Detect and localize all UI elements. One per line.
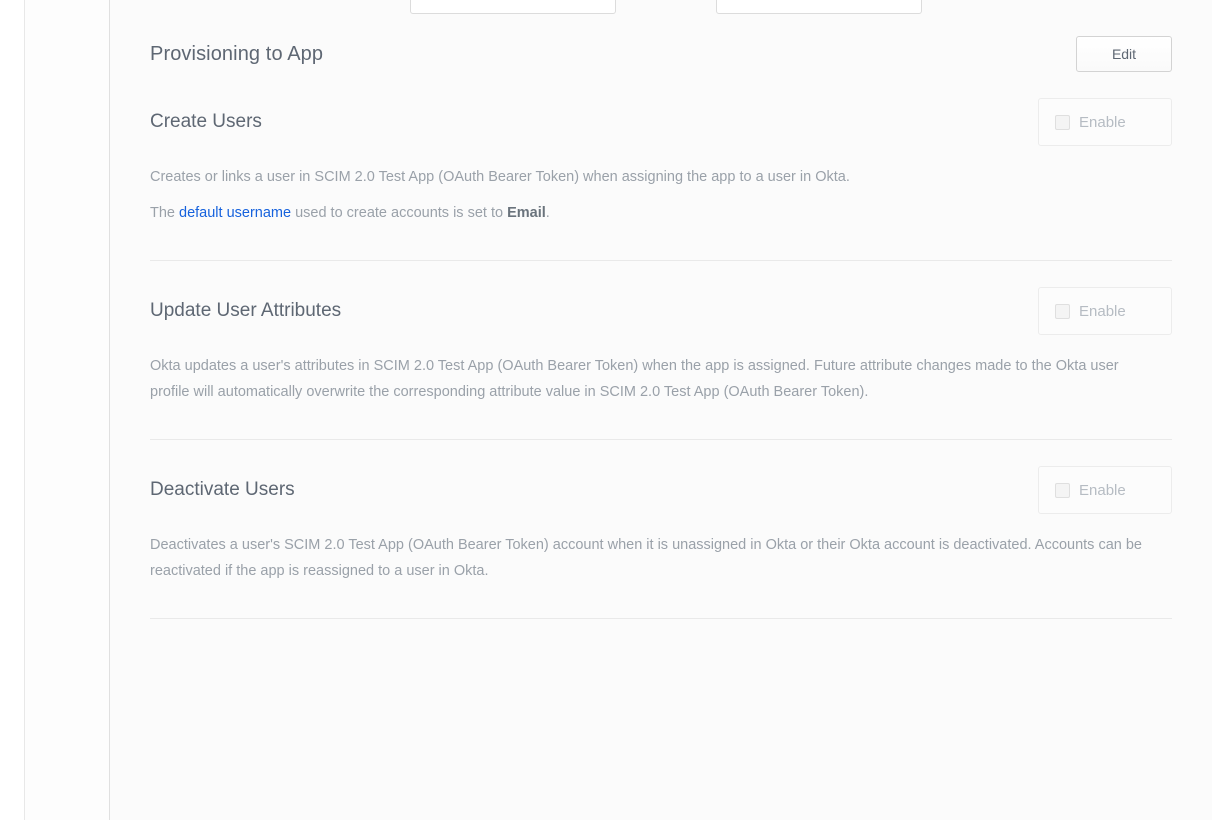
page-title: Provisioning to App [150, 42, 324, 65]
update-user-attributes-enable-toggle[interactable] [1038, 287, 1172, 335]
update-user-attributes-enable-label: Enable [1079, 302, 1126, 320]
feature-update-user-attributes-title: Update User Attributes [150, 300, 342, 321]
deactivate-users-description: Deactivates a user's SCIM 2.0 Test App (OAuth Bearer Token) account when it is unassigned in Okta or their Okta account is deactivated. Accounts can be reactivated if the app is reassigned to a user in Okta. [150, 537, 1142, 579]
cutoff-controls-row [150, 0, 1172, 14]
username-note-value: Email [507, 205, 546, 221]
page-left-gutter [0, 0, 25, 820]
feature-update-user-attributes-header [150, 287, 1172, 335]
feature-deactivate-users-title: Deactivate Users [150, 479, 295, 500]
cutoff-field-left[interactable] [410, 0, 616, 14]
section-divider [150, 618, 1172, 619]
checkbox-icon[interactable] [1055, 304, 1070, 319]
checkbox-icon[interactable] [1055, 483, 1070, 498]
deactivate-users-enable-toggle[interactable] [1038, 466, 1172, 514]
default-username-link[interactable]: default username [179, 205, 292, 221]
feature-create-users-header [150, 98, 1172, 146]
provisioning-settings-panel [110, 0, 1212, 820]
username-note-post: . [545, 205, 550, 221]
left-navigation-rail [25, 0, 110, 820]
edit-button[interactable]: Edit [1076, 36, 1172, 72]
username-note-mid: used to create accounts is set to [291, 205, 508, 221]
update-user-attributes-description: Okta updates a user's attributes in SCIM 2.0 Test App (OAuth Bearer Token) when the app is assigned. Future attribute changes made to the Okta user profile will automatically overwrite the corresponding attribute value in SCIM 2.0 Test App (OAuth Bearer Token). [150, 358, 1119, 400]
provisioning-section-header [150, 14, 1172, 72]
deactivate-users-enable-label: Enable [1079, 481, 1126, 499]
username-note-pre: The [150, 205, 180, 221]
checkbox-icon[interactable] [1055, 115, 1070, 130]
create-users-username-note [150, 200, 1160, 226]
feature-deactivate-users [150, 440, 1172, 619]
cutoff-field-right[interactable] [716, 0, 922, 14]
feature-update-user-attributes [150, 261, 1172, 440]
create-users-description: Creates or links a user in SCIM 2.0 Test App (OAuth Bearer Token) when assigning the app to a user in Okta. [150, 169, 850, 185]
create-users-enable-label: Enable [1079, 113, 1126, 131]
create-users-enable-toggle[interactable] [1038, 98, 1172, 146]
feature-create-users-title: Create Users [150, 111, 262, 132]
feature-create-users [150, 72, 1172, 261]
feature-deactivate-users-header [150, 466, 1172, 514]
